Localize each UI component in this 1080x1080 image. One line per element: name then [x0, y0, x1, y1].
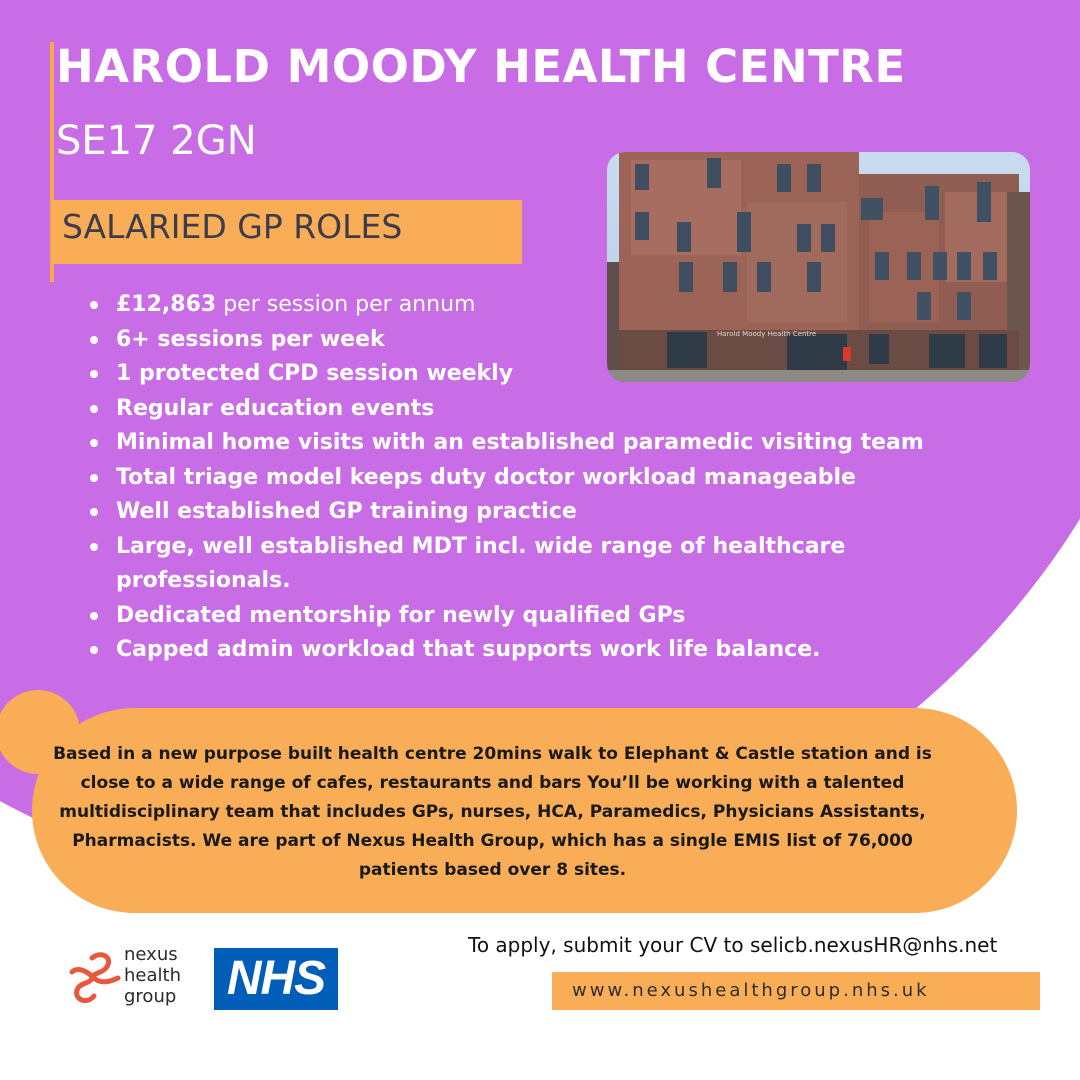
apply-instructions: To apply, submit your CV to selicb.nexusHR@nhs.net [468, 933, 998, 957]
role-title: SALARIED GP ROLES [62, 207, 403, 246]
website-banner[interactable] [552, 972, 1040, 1010]
list-item: Large, well established MDT incl. wide range of healthcare professionals. [88, 530, 1018, 599]
group-word: group [124, 986, 177, 1007]
list-item: Well established GP training practice [88, 495, 1018, 530]
list-item: Regular education events [88, 392, 1018, 427]
salary-amount: £12,863 [116, 292, 217, 317]
website-link[interactable]: www.nexushealthgroup.nhs.uk [572, 980, 930, 1001]
list-item: Total triage model keeps duty doctor workload manageable [88, 461, 1018, 496]
benefits-list [88, 288, 1018, 668]
list-item: Capped admin workload that supports work life balance. [88, 633, 1018, 668]
nexus-word: nexus [124, 944, 178, 965]
health-word: health [124, 965, 181, 986]
postcode: SE17 2GN [56, 118, 257, 164]
info-paragraph: Based in a new purpose built health centre 20mins walk to Elephant & Castle station and is close to a wide range of cafes, restaurants and bars You’ll be working with a talented multidisciplinary team that includes GPs, nurses, HCA, Paramedics, Physicians Assistants, Pharmacists. We are part of Nexus Health Group, which has a single EMIS list of 76,000 patients based over 8 sites. [53, 744, 932, 880]
page-title: HAROLD MOODY HEALTH CENTRE [56, 40, 906, 93]
nexus-health-group-logo [68, 940, 208, 1020]
nhs-logo: NHS [214, 948, 338, 1010]
nexus-wordmark [124, 944, 181, 1007]
role-banner [52, 200, 522, 264]
nexus-logo-icon [68, 950, 122, 1006]
salary-description: per session per annum [216, 292, 476, 317]
building-sign: Harold Moody Health Centre [717, 330, 817, 338]
list-item: Dedicated mentorship for newly qualified GPs [88, 599, 1018, 634]
list-item: 1 protected CPD session weekly [88, 357, 1018, 392]
list-item [88, 288, 1018, 323]
list-item: 6+ sessions per week [88, 323, 1018, 358]
list-item: Minimal home visits with an established paramedic visiting team [88, 426, 1018, 461]
